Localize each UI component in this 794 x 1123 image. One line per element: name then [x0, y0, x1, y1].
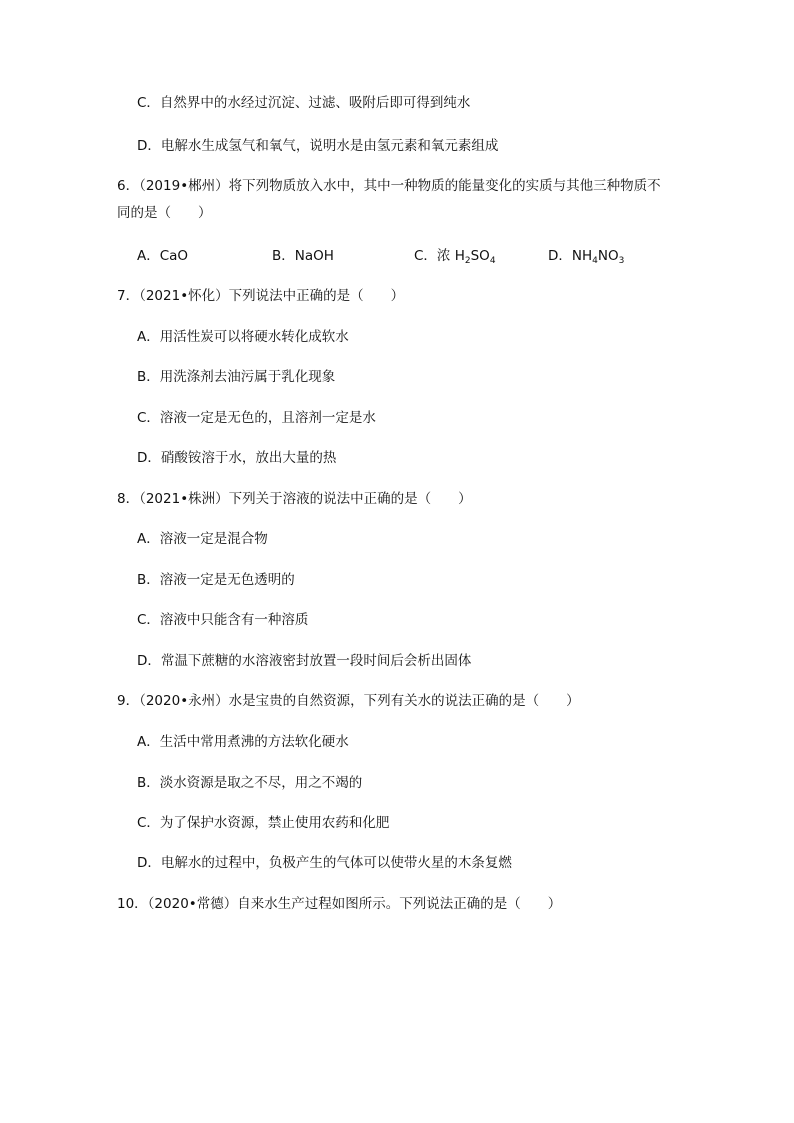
q7-option-d: D．硝酸铵溶于水，放出大量的热: [137, 450, 337, 466]
q7-option-a: A．用活性炭可以将硬水转化成软水: [137, 329, 349, 345]
q8-option-b: B．溶液一定是无色透明的: [137, 572, 295, 588]
question-6-options: [137, 246, 657, 266]
question-6-text: 6．（2019•郴州）将下列物质放入水中，其中一种物质的能量变化的实质与其他三种物质不: [117, 178, 661, 194]
question-6-text-cont: 同的是（ ）: [117, 205, 212, 221]
q8-option-c: C．溶液中只能含有一种溶质: [137, 612, 309, 628]
q6-option-b: B．NaOH: [272, 248, 334, 264]
q6-option-d: D．$NH_4NO_3$: [548, 248, 625, 266]
question-8-text: 8．（2021•株洲）下列关于溶液的说法中正确的是（ ）: [117, 491, 472, 507]
question-7-text: 7．（2021•怀化）下列说法中正确的是（ ）: [117, 288, 405, 304]
q7-option-c: C．溶液一定是无色的，且溶剂一定是水: [137, 410, 376, 426]
question-10-text: 10．（2020•常德）自来水生产过程如图所示。下列说法正确的是（ ）: [117, 896, 562, 912]
q5-option-d: D．电解水生成氢气和氧气，说明水是由氢元素和氧元素组成: [137, 138, 499, 154]
q5-option-c: C．自然界中的水经过沉淀、过滤、吸附后即可得到纯水: [137, 95, 471, 111]
q6-option-a: A．CaO: [137, 248, 189, 264]
q8-option-a: A．溶液一定是混合物: [137, 531, 268, 547]
q6-option-c: C．浓 $H_2SO_4$: [414, 248, 496, 266]
q9-option-c: C．为了保护水资源，禁止使用农药和化肥: [137, 815, 390, 831]
q7-option-b: B．用洗涤剂去油污属于乳化现象: [137, 369, 336, 385]
q9-option-b: B．淡水资源是取之不尽，用之不竭的: [137, 775, 363, 791]
q8-option-d: D．常温下蔗糖的水溶液密封放置一段时间后会析出固体: [137, 653, 472, 669]
q9-option-d: D．电解水的过程中，负极产生的气体可以使带火星的木条复燃: [137, 855, 512, 871]
question-9-text: 9．（2020•永州）水是宝贵的自然资源，下列有关水的说法正确的是（ ）: [117, 693, 580, 709]
q9-option-a: A．生活中常用煮沸的方法软化硬水: [137, 734, 349, 750]
